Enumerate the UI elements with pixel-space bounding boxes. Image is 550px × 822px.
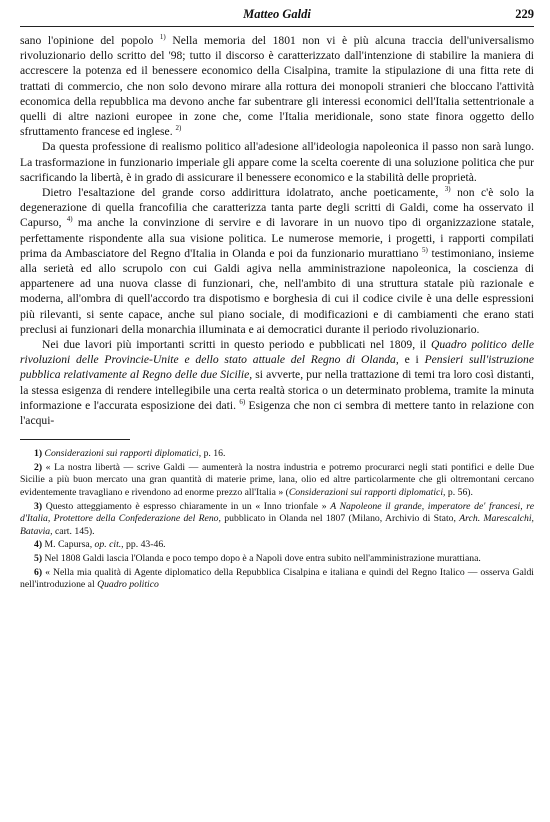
footnote-text: M. Capursa, <box>44 539 95 551</box>
footnote-text: Considerazioni sui rapporti diplomatici, <box>44 448 202 460</box>
footnote-divider <box>20 439 130 440</box>
footnote-number: 3) <box>34 500 46 512</box>
body-text <box>20 33 534 428</box>
footnote-ref-5: 5) <box>422 245 428 254</box>
paragraph-2: Da questa professione di realismo politico all'adesione all'ideologia napoleonica il passo non sarà lungo. La trasformazione in funzionario imperiale gli appare come la scelta coerente di una soluzione politica che pur sacrificando la libertà, è in grado di assicurare il benessere economico e la stabilità delle proprietà. <box>20 140 534 184</box>
footnote-text: p. 16. <box>201 448 226 460</box>
running-header <box>20 6 534 27</box>
running-title: Matteo Galdi <box>243 7 311 21</box>
work-title-quadro: Quadro politico delle rivoluzioni delle Provincie-Unite e dello stato attuale del Regno di Olanda, <box>20 338 534 367</box>
footnote-ref-4: 4) <box>66 215 73 224</box>
footnote-text: Considerazioni sui rapporti diplomatici, <box>288 487 446 499</box>
footnote-6 <box>20 567 534 592</box>
footnote-number: 2) <box>34 461 46 473</box>
footnote-4 <box>20 539 534 552</box>
text-run: sano l'opinione del popolo <box>20 34 154 47</box>
footnote-ref-6: 6) <box>239 398 246 407</box>
footnotes <box>20 448 534 592</box>
footnote-1 <box>20 448 534 461</box>
footnote-text: Questo atteggiamento è espresso chiaramente in un « Inno trionfale » <box>45 500 331 512</box>
text-run: non c'è solo la degenerazione di quella francofilia che caratterizza tanta parte degli scritti di Galdi, come ha osservato il Capurso, <box>20 186 534 230</box>
text-run: si avverte, pur nella trattazione di temi tra loro così distanti, la stessa esigenza di rendere intellegibile una certa realtà storica o un determinato problema, tramite la minuta informazione e l'accurata esposizione dei dati. <box>20 368 534 412</box>
text-run: Nella memoria del 1801 non vi è più alcuna traccia dell'universalismo rivoluzionario dello scritto del '98; tutto il discorso è caratterizzato dall'intenzione di stabilire la maniera di accrescere la potenza ed il benessere economico della Cisalpina, tramite la stipulazione di una fitta rete di trattati di commercio, che non solo devono mirare alla rottura dei monopoli stranieri che bloccano l'attività economica della repubblica ma devono anche far subentrare gli interessi economici dell'Italia settentrionale a quelli di altre nazioni europee in zone che, come l'Italia meridionale, sono state finora oggetto dello sfruttamento francese ed inglese. <box>20 34 535 139</box>
footnote-text: Arch. Marescalchi, Batavia, <box>20 513 534 537</box>
text-run: Dietro l'esaltazione del grande corso addirittura idolatrato, anche poeticamente, <box>42 186 439 200</box>
footnote-3 <box>20 501 534 539</box>
footnote-number: 5) <box>34 553 45 565</box>
footnote-text: A Napoleone il grande, imperatore de' francesi, re d'Italia, Protettore della Confederazione del Reno, <box>20 500 534 525</box>
footnote-text: pp. 43-46. <box>123 539 166 551</box>
footnote-ref-3: 3) <box>444 185 451 194</box>
paragraph-4 <box>20 337 534 428</box>
page-number: 229 <box>515 7 534 21</box>
footnote-number: 1) <box>34 448 45 460</box>
text-run: Esigenza che non ci sembra di mettere tanto in relazione con l'acqui- <box>20 398 535 428</box>
footnote-ref-1: 1) <box>159 33 166 42</box>
text-run: testimoniano, insieme alla serietà ed allo scrupolo con cui Galdi agiva nella amministrazione napoleonica, la coscienza di appartenere ad una nuova classe di funzionari, che, nell'ambito di una struttura statale più razionale e moderna, all'ombra di quell'accordo tra dispotismo e borghesia di cui il codice civile è una delle espressioni più rilevanti, si sente capace, anche sul piano sociale, di modificazioni e di cambiamenti che erano stati preclusi ai funzionari della monarchia illuminata e ai democratici durante il periodo rivoluzionario. <box>20 246 534 336</box>
text-run: Nei due lavori più importanti scritti in questo periodo e pubblicati nel 1809, il <box>42 338 427 352</box>
footnote-text: cart. 145). <box>52 525 95 537</box>
footnote-text: « La nostra libertà — scrive Galdi — aumenterà la nostra industria e potremo procurarci negli stati pontifici e delle Due Sicilie a più buon mercato una gran quantità di materie prime, lana, olio ed altre particolarmente che gli oltremontani cercano evidentemente travagliano e rivendono ad enorme prezzo all'Italia » ( <box>20 461 534 499</box>
footnote-text: pubblicato in Olanda nel 1807 (Milano, Archivio di Stato, <box>220 513 460 525</box>
work-title-pensieri: Pensieri sull'istruzione pubblica relativamente al Regno delle due Sicilie, <box>20 353 534 382</box>
footnote-number: 4) <box>34 539 45 551</box>
paragraph-3 <box>20 185 534 337</box>
footnote-text: Quadro politico <box>97 579 159 591</box>
paragraph-1 <box>20 33 534 139</box>
footnote-text: « Nella mia qualità di Agente diplomatico della Repubblica Cisalpina e italiana e quindi del Regno Italico — osserva Galdi nell'introduzione al <box>20 566 534 591</box>
footnote-text: Nel 1808 Galdi lascia l'Olanda e poco tempo dopo è a Napoli dove entra subito nell'amministrazione murattiana. <box>44 553 481 565</box>
footnote-text: p. 56). <box>445 487 473 499</box>
footnote-2 <box>20 462 534 500</box>
footnote-5 <box>20 553 534 566</box>
footnote-number: 6) <box>34 566 46 578</box>
footnote-ref-2: 2) <box>175 124 182 133</box>
footnote-text: op. cit., <box>94 539 124 551</box>
text-run: e i <box>404 353 419 367</box>
text-run: ma anche la convinzione di servire e di lavorare in un nuovo tipo di organizzazione statale, perfettamente rispondente alla sua visione politica. Le numerose memorie, i progetti, i rapporti compilati prima da Ambasciatore del Regno d'Italia in Olanda e poi da funzionario murattiano <box>20 216 535 260</box>
